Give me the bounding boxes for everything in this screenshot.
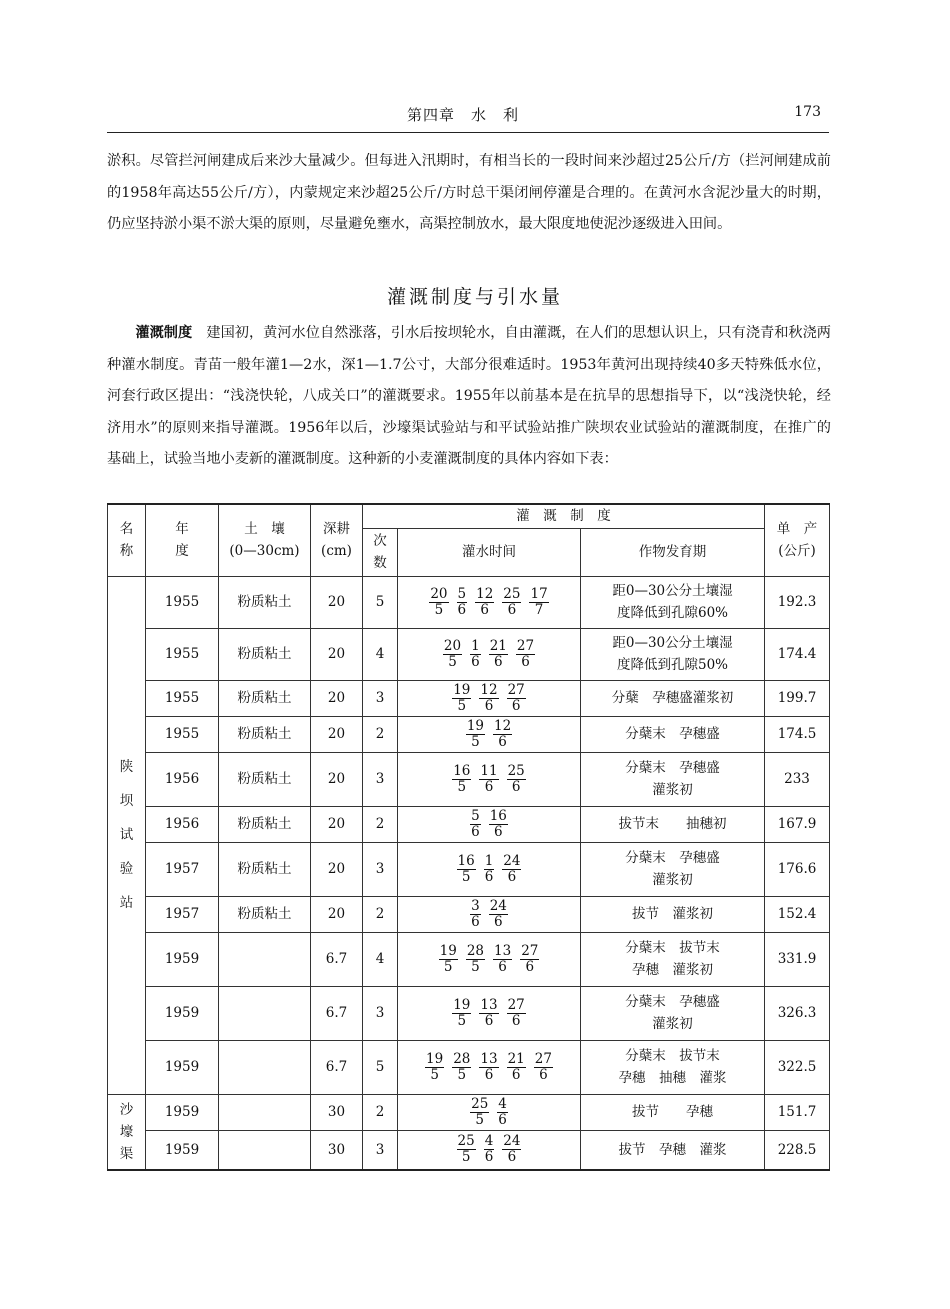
station-char: 站 xyxy=(119,895,134,911)
date-day: 21 xyxy=(507,1050,525,1067)
date-month: 5 xyxy=(461,1149,471,1166)
cell-times: 4 xyxy=(363,628,398,680)
date-day: 4 xyxy=(484,1133,494,1150)
date-day: 25 xyxy=(471,1095,489,1112)
cell-plough: 20 xyxy=(311,896,363,932)
date-fraction xyxy=(466,944,485,975)
date-fraction xyxy=(479,683,498,714)
date-day: 27 xyxy=(507,996,525,1013)
stage-line: 度降低到孔隙50% xyxy=(617,657,729,673)
stage-line: 距0—30公分土壤湿 xyxy=(612,635,733,651)
stage-line: 孕穗 抽穗 灌浆 xyxy=(618,1070,727,1086)
paragraph-2-body: 建国初，黄河水位自然涨落，引水后按坝轮水，自由灌溉，在人们的思想认识上，只有浇青和秋浇两种灌水制度。青苗一般年灌1—2水，深1—1.7公寸，大部分很难适时。1953年黄河出现持续40多天特殊低水位，河套行政区提出：“浅浇快轮，八成关口”的灌溉要求。1955年以前基本是在抗旱的思想指导下，以“浅浇快轮，经济用水”的原则来指导灌溉。1956年以后，沙壕渠试验站与和平试验站推广陕坝农业试验站的灌溉制度，在推广的基础上，试验当地小麦新的灌溉制度。这种新的小麦灌溉制度的具体内容如下表： xyxy=(107,325,831,467)
stage-line: 分蘖末 孕穗盛 xyxy=(625,850,720,866)
cell-yield: 233 xyxy=(765,752,830,806)
cell-stage xyxy=(581,716,765,752)
date-fraction xyxy=(479,764,498,795)
date-fraction xyxy=(534,1052,553,1083)
cell-times: 2 xyxy=(363,716,398,752)
cell-yield: 176.6 xyxy=(765,842,830,896)
date-day: 25 xyxy=(503,585,521,602)
stage-line: 灌浆初 xyxy=(652,1016,693,1032)
date-month: 5 xyxy=(471,958,480,975)
date-month: 6 xyxy=(498,958,507,975)
cell-water-dates xyxy=(398,1130,581,1170)
date-month: 5 xyxy=(457,778,467,795)
cell-year: 1959 xyxy=(146,1094,219,1130)
date-month: 6 xyxy=(511,1012,521,1029)
table-row xyxy=(108,752,830,806)
cell-water-dates xyxy=(398,896,581,932)
date-fraction xyxy=(466,719,485,750)
date-fraction xyxy=(452,764,471,795)
date-month: 6 xyxy=(484,778,494,795)
date-month: 5 xyxy=(434,601,444,618)
cell-stage xyxy=(581,628,765,680)
cell-times: 2 xyxy=(363,1094,398,1130)
date-fraction xyxy=(452,1052,471,1083)
date-fraction xyxy=(484,854,495,885)
date-month: 6 xyxy=(484,1149,494,1166)
date-day: 27 xyxy=(507,681,525,698)
cell-year: 1957 xyxy=(146,896,219,932)
date-month: 6 xyxy=(457,601,467,618)
cell-stage xyxy=(581,986,765,1040)
stage-line: 孕穗 灌浆初 xyxy=(632,962,713,978)
cell-stage xyxy=(581,842,765,896)
cell-plough: 30 xyxy=(311,1130,363,1170)
cell-year: 1956 xyxy=(146,806,219,842)
cell-soil: 粉质粘土 xyxy=(219,896,311,932)
date-fraction xyxy=(457,587,468,618)
date-month: 5 xyxy=(448,653,457,670)
date-fraction xyxy=(507,764,526,795)
stage-line: 度降低到孔隙60% xyxy=(617,605,729,621)
date-day: 19 xyxy=(453,681,471,698)
station-char: 沙 xyxy=(119,1101,134,1118)
stage-line: 拔节末 抽穗初 xyxy=(618,816,727,832)
date-day: 25 xyxy=(507,762,525,779)
header-name: 名 称 xyxy=(108,504,146,576)
date-day: 19 xyxy=(466,717,484,734)
stage-line: 灌浆初 xyxy=(652,872,693,888)
cell-water-dates xyxy=(398,752,581,806)
cell-plough: 6.7 xyxy=(311,986,363,1040)
header-stage: 作物发育期 xyxy=(581,528,765,576)
page-header xyxy=(107,98,829,133)
cell-soil: 粉质粘土 xyxy=(219,752,311,806)
date-fraction xyxy=(470,1097,489,1128)
date-fraction xyxy=(507,998,526,1029)
date-month: 5 xyxy=(471,733,480,750)
cell-plough: 20 xyxy=(311,752,363,806)
stage-line: 分蘖末 孕穗盛 xyxy=(625,994,720,1010)
cell-water-dates xyxy=(398,576,581,628)
date-month: 6 xyxy=(494,653,503,670)
date-fraction xyxy=(452,998,471,1029)
cell-times: 3 xyxy=(363,986,398,1040)
cell-water-dates xyxy=(398,680,581,716)
station-char: 壕 xyxy=(119,1123,134,1140)
cell-times: 4 xyxy=(363,932,398,986)
date-day: 27 xyxy=(534,1050,552,1067)
date-fraction xyxy=(452,683,471,714)
cell-yield: 331.9 xyxy=(765,932,830,986)
date-day: 24 xyxy=(489,897,507,914)
station-name xyxy=(108,576,146,1094)
cell-soil xyxy=(219,1040,311,1094)
cell-plough: 20 xyxy=(311,628,363,680)
date-month: 6 xyxy=(484,697,494,714)
date-day: 27 xyxy=(516,637,535,654)
date-fraction xyxy=(457,854,476,885)
date-day: 24 xyxy=(503,852,521,869)
cell-times: 3 xyxy=(363,1130,398,1170)
header-system: 灌 溉 制 度 xyxy=(363,504,765,528)
date-day: 19 xyxy=(453,996,471,1013)
cell-soil: 粉质粘土 xyxy=(219,576,311,628)
date-month: 6 xyxy=(507,601,517,618)
date-fraction xyxy=(489,899,508,930)
table-row xyxy=(108,716,830,752)
date-month: 6 xyxy=(507,1149,517,1166)
cell-times: 3 xyxy=(363,680,398,716)
date-fraction xyxy=(470,809,481,840)
table-row xyxy=(108,680,830,716)
station-char: 坝 xyxy=(119,793,134,809)
date-day: 16 xyxy=(453,762,471,779)
cell-yield: 151.7 xyxy=(765,1094,830,1130)
chapter-title: 第四章 水 利 xyxy=(407,106,520,124)
header-year: 年 度 xyxy=(146,504,219,576)
date-month: 6 xyxy=(480,601,489,618)
date-fraction xyxy=(425,1052,444,1083)
date-fraction xyxy=(502,1134,521,1165)
date-day: 1 xyxy=(484,852,494,869)
cell-yield: 326.3 xyxy=(765,986,830,1040)
table-row xyxy=(108,1094,830,1130)
date-month: 6 xyxy=(484,868,494,885)
date-day: 1 xyxy=(471,637,480,654)
date-fraction xyxy=(502,587,521,618)
stage-line: 分蘖末 孕穗盛 xyxy=(625,760,720,776)
stage-line: 分蘖末 拔节末 xyxy=(625,940,720,956)
date-day: 13 xyxy=(480,1050,498,1067)
date-fraction xyxy=(529,587,548,618)
page-number: 173 xyxy=(794,104,821,120)
date-fraction xyxy=(489,809,508,840)
cell-times: 3 xyxy=(363,842,398,896)
cell-soil: 粉质粘土 xyxy=(219,806,311,842)
date-month: 6 xyxy=(521,653,530,670)
station-name xyxy=(108,1094,146,1170)
cell-water-dates xyxy=(398,932,581,986)
date-month: 6 xyxy=(494,823,503,840)
date-day: 28 xyxy=(466,942,484,959)
cell-plough: 6.7 xyxy=(311,1040,363,1094)
cell-stage xyxy=(581,1040,765,1094)
date-fraction xyxy=(493,719,512,750)
cell-year: 1956 xyxy=(146,752,219,806)
stage-line: 分蘖末 拔节末 xyxy=(625,1048,720,1064)
cell-stage xyxy=(581,576,765,628)
date-fraction xyxy=(457,1134,476,1165)
date-day: 27 xyxy=(521,942,539,959)
date-month: 6 xyxy=(507,868,517,885)
date-month: 6 xyxy=(471,653,480,670)
table-row xyxy=(108,896,830,932)
date-day: 5 xyxy=(471,807,480,824)
cell-year: 1955 xyxy=(146,716,219,752)
paragraph-1: 淤积。尽管拦河闸建成后来沙大量减少。但每进入汛期时，有相当长的一段时间来沙超过25公斤/方（拦河闸建成前的1958年高达55公斤/方），内蒙规定来沙超25公斤/方时总干渠闭闸停灌是合理的。在黄河水含泥沙量大的时期，仍应坚持淤小渠不淤大渠的原则，尽量避免壅水，高渠控制放水，最大限度地使泥沙逐级进入田间。 xyxy=(107,153,831,232)
cell-yield: 174.5 xyxy=(765,716,830,752)
header-times: 次 数 xyxy=(363,528,398,576)
date-day: 19 xyxy=(426,1050,444,1067)
stage-line: 分蘖末 孕穗盛 xyxy=(625,726,720,742)
cell-stage xyxy=(581,896,765,932)
date-day: 24 xyxy=(503,1133,521,1150)
date-month: 6 xyxy=(498,1111,507,1128)
cell-soil: 粉质粘土 xyxy=(219,716,311,752)
stage-line: 拔节 孕穗 xyxy=(632,1104,713,1120)
date-fraction xyxy=(489,639,508,670)
cell-soil xyxy=(219,986,311,1040)
cell-yield: 152.4 xyxy=(765,896,830,932)
cell-year: 1959 xyxy=(146,932,219,986)
cell-water-dates xyxy=(398,986,581,1040)
cell-yield: 174.4 xyxy=(765,628,830,680)
date-fraction xyxy=(470,899,481,930)
header-water-time: 灌水时间 xyxy=(398,528,581,576)
paragraph-2 xyxy=(107,318,831,476)
cell-year: 1959 xyxy=(146,986,219,1040)
cell-stage xyxy=(581,680,765,716)
date-day: 11 xyxy=(480,762,498,779)
station-char: 验 xyxy=(119,861,134,877)
cell-plough: 20 xyxy=(311,842,363,896)
date-fraction xyxy=(484,1134,495,1165)
table-row xyxy=(108,932,830,986)
stage-line: 拔节 灌浆初 xyxy=(632,906,713,922)
cell-stage xyxy=(581,1130,765,1170)
table-row xyxy=(108,842,830,896)
cell-soil: 粉质粘土 xyxy=(219,842,311,896)
date-day: 16 xyxy=(457,852,475,869)
date-day: 16 xyxy=(489,807,507,824)
stage-line: 灌浆初 xyxy=(652,782,693,798)
date-day: 13 xyxy=(494,942,512,959)
date-day: 3 xyxy=(471,897,480,914)
cell-plough: 6.7 xyxy=(311,932,363,986)
cell-year: 1959 xyxy=(146,1040,219,1094)
date-fraction xyxy=(479,1052,498,1083)
cell-plough: 30 xyxy=(311,1094,363,1130)
date-fraction xyxy=(493,944,512,975)
cell-yield: 322.5 xyxy=(765,1040,830,1094)
cell-plough: 20 xyxy=(311,680,363,716)
cell-times: 3 xyxy=(363,752,398,806)
date-day: 25 xyxy=(457,1133,475,1150)
date-day: 12 xyxy=(494,717,512,734)
date-month: 6 xyxy=(484,1012,494,1029)
table-row xyxy=(108,986,830,1040)
date-fraction xyxy=(516,639,535,670)
cell-stage xyxy=(581,752,765,806)
cell-water-dates xyxy=(398,842,581,896)
date-month: 6 xyxy=(511,1066,521,1083)
cell-soil xyxy=(219,932,311,986)
cell-times: 2 xyxy=(363,806,398,842)
date-month: 6 xyxy=(539,1066,548,1083)
cell-water-dates xyxy=(398,716,581,752)
cell-times: 5 xyxy=(363,1040,398,1094)
date-day: 21 xyxy=(489,637,507,654)
date-fraction xyxy=(479,998,498,1029)
date-day: 17 xyxy=(530,585,548,602)
station-char: 陕 xyxy=(119,759,134,775)
header-soil: 土 壤 (0—30cm) xyxy=(219,504,311,576)
cell-plough: 20 xyxy=(311,806,363,842)
stage-line: 拔节 孕穗 灌浆 xyxy=(618,1141,727,1158)
cell-soil xyxy=(219,1094,311,1130)
cell-yield: 199.7 xyxy=(765,680,830,716)
date-month: 5 xyxy=(475,1111,484,1128)
date-day: 4 xyxy=(498,1095,507,1112)
date-day: 20 xyxy=(443,637,462,654)
cell-yield: 167.9 xyxy=(765,806,830,842)
date-fraction xyxy=(507,683,526,714)
date-month: 6 xyxy=(484,1066,494,1083)
date-month: 5 xyxy=(430,1066,439,1083)
cell-plough: 20 xyxy=(311,576,363,628)
table-row xyxy=(108,576,830,628)
date-fraction xyxy=(443,639,462,670)
date-day: 19 xyxy=(439,942,457,959)
date-month: 5 xyxy=(457,697,467,714)
section-title: 灌溉制度与引水量 xyxy=(386,286,563,308)
cell-stage xyxy=(581,1094,765,1130)
date-month: 6 xyxy=(498,733,507,750)
date-month: 6 xyxy=(494,913,503,930)
date-month: 6 xyxy=(511,697,521,714)
date-day: 13 xyxy=(480,996,498,1013)
cell-stage xyxy=(581,806,765,842)
date-day: 28 xyxy=(453,1050,471,1067)
cell-year: 1957 xyxy=(146,842,219,896)
date-month: 6 xyxy=(511,778,521,795)
cell-times: 2 xyxy=(363,896,398,932)
date-month: 7 xyxy=(534,601,544,618)
header-yield: 单 产 (公斤) xyxy=(765,504,830,576)
date-month: 6 xyxy=(471,913,480,930)
date-day: 5 xyxy=(457,585,467,602)
date-fraction xyxy=(429,587,448,618)
date-month: 5 xyxy=(457,1012,467,1029)
cell-yield: 192.3 xyxy=(765,576,830,628)
cell-water-dates xyxy=(398,806,581,842)
table-row xyxy=(108,806,830,842)
cell-times: 5 xyxy=(363,576,398,628)
cell-yield: 228.5 xyxy=(765,1130,830,1170)
stage-line: 距0—30公分土壤湿 xyxy=(612,583,733,599)
date-day: 20 xyxy=(430,585,448,602)
cell-water-dates xyxy=(398,1094,581,1130)
cell-year: 1955 xyxy=(146,576,219,628)
cell-stage xyxy=(581,932,765,986)
table-row xyxy=(108,628,830,680)
cell-year: 1955 xyxy=(146,628,219,680)
cell-year: 1955 xyxy=(146,680,219,716)
date-day: 12 xyxy=(480,681,498,698)
date-month: 5 xyxy=(461,868,471,885)
station-char: 试 xyxy=(119,827,134,843)
date-day: 12 xyxy=(476,585,494,602)
date-month: 6 xyxy=(525,958,535,975)
cell-water-dates xyxy=(398,628,581,680)
date-fraction xyxy=(502,854,521,885)
date-month: 5 xyxy=(457,1066,467,1083)
cell-soil xyxy=(219,1130,311,1170)
irrigation-table xyxy=(107,503,830,1171)
date-fraction xyxy=(520,944,539,975)
cell-year: 1959 xyxy=(146,1130,219,1170)
date-fraction xyxy=(470,639,481,670)
date-fraction xyxy=(507,1052,526,1083)
cell-soil: 粉质粘土 xyxy=(219,680,311,716)
header-plough: 深耕 (cm) xyxy=(311,504,363,576)
date-month: 5 xyxy=(443,958,453,975)
stage-line: 分蘖 孕穗盛灌浆初 xyxy=(611,690,734,706)
date-month: 6 xyxy=(471,823,480,840)
cell-soil: 粉质粘土 xyxy=(219,628,311,680)
table-row xyxy=(108,1040,830,1094)
cell-water-dates xyxy=(398,1040,581,1094)
date-fraction xyxy=(475,587,494,618)
cell-plough: 20 xyxy=(311,716,363,752)
station-char: 渠 xyxy=(119,1145,134,1162)
date-fraction xyxy=(497,1097,508,1128)
paragraph-2-lead: 灌溉制度 xyxy=(135,325,193,341)
table-row xyxy=(108,1130,830,1170)
date-fraction xyxy=(439,944,458,975)
